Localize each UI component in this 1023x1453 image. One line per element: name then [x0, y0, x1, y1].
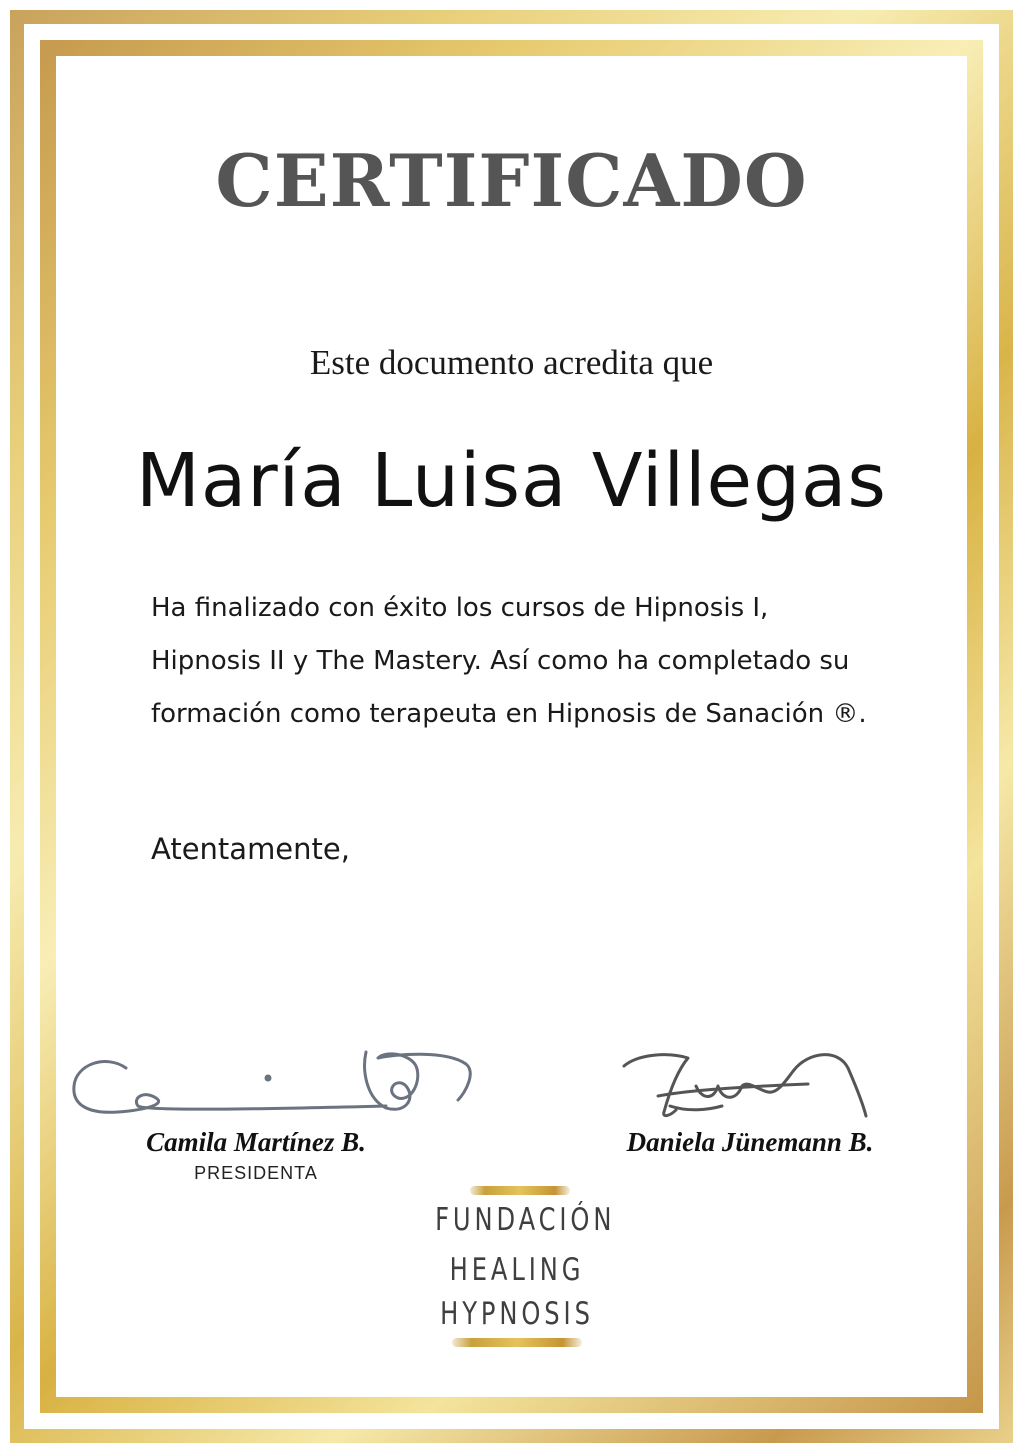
signature-name: Daniela Jünemann B.	[626, 1127, 874, 1157]
certificate-title: CERTIFICADO	[215, 138, 808, 223]
description-line: Hipnosis II y The Mastery. Así como ha completado su	[151, 646, 850, 676]
signature-camila-image	[66, 1040, 486, 1130]
intro-text: Este documento acredita que	[309, 343, 714, 382]
description-line: formación como terapeuta en Hipnosis de Sanación ®.	[151, 699, 867, 729]
certificate-description	[151, 582, 941, 741]
logo-text-line: FUNDACIÓN	[435, 1202, 616, 1238]
closing-text: Atentamente,	[151, 832, 350, 866]
description-line: Ha finalizado con éxito los cursos de Hipnosis I,	[151, 593, 769, 623]
foundation-logo	[412, 1180, 622, 1355]
recipient-name: María Luisa Villegas	[136, 438, 887, 524]
signature-role: PRESIDENTA	[194, 1163, 318, 1183]
logo-text-line: HYPNOSIS	[440, 1296, 594, 1332]
gold-brush-stroke-top	[470, 1186, 570, 1195]
signature-name: Camila Martínez B.	[146, 1127, 366, 1157]
gold-brush-stroke-bottom	[452, 1338, 582, 1347]
logo-text-line: HEALING	[449, 1252, 585, 1288]
signature-daniela-image	[618, 1040, 878, 1130]
